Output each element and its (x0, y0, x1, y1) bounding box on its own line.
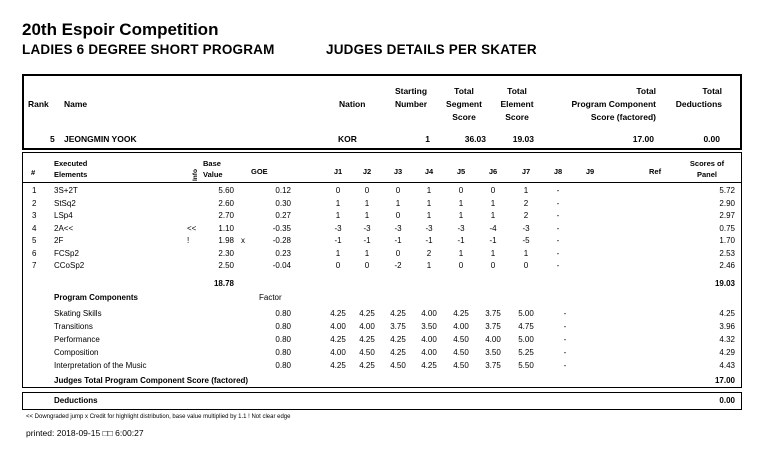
component-factor: 0.80 (275, 322, 291, 331)
judge-mark: 1 (426, 186, 432, 195)
judge-mark: 0 (335, 261, 341, 270)
judge-mark: 1 (490, 211, 496, 220)
judge-header: J1 (333, 167, 343, 176)
judge-mark: -3 (334, 223, 342, 233)
scores-of-panel-header: Scores of Panel (689, 159, 725, 179)
judge-mark: 1 (490, 248, 496, 258)
judge-mark: 4.00 (421, 335, 437, 344)
judge-mark: - (563, 309, 567, 318)
judge-header: J7 (521, 167, 531, 176)
judge-mark: 1 (426, 211, 432, 220)
element-name: CCoSp2 (54, 261, 85, 270)
judge-mark: 3.75 (485, 309, 501, 318)
element-row (23, 224, 741, 234)
deductions-header: Total Deductions (675, 86, 722, 109)
element-base-value: 2.30 (218, 248, 234, 258)
element-name: FCSp2 (54, 248, 79, 258)
elements-score-total: 19.03 (714, 279, 735, 288)
segment-title: LADIES 6 DEGREE SHORT PROGRAM (22, 42, 275, 57)
base-value-header: Base Value (203, 159, 223, 179)
judge-mark: 1 (335, 211, 341, 220)
component-panel-score: 3.96 (719, 322, 735, 331)
element-row (23, 199, 741, 209)
judge-mark: -1 (457, 236, 465, 245)
element-number: 7 (32, 261, 37, 270)
judge-header: J8 (553, 167, 563, 176)
judge-mark: -1 (489, 236, 497, 245)
judge-mark: - (556, 236, 560, 245)
judge-mark: 4.00 (485, 335, 501, 344)
judge-mark: 0 (523, 261, 529, 270)
judge-header: J9 (585, 167, 595, 176)
judge-mark: 0 (490, 261, 496, 270)
element-goe: -0.28 (272, 236, 291, 245)
component-factor: 0.80 (275, 348, 291, 357)
judge-mark: -5 (522, 236, 530, 245)
judge-mark: 4.00 (453, 322, 469, 331)
judge-mark: -1 (425, 236, 433, 245)
judge-mark: 3.75 (390, 322, 406, 331)
judge-mark: -1 (334, 236, 342, 245)
element-goe: 0.27 (275, 211, 291, 220)
judge-mark: 4.25 (453, 309, 469, 318)
judge-mark: 0 (395, 248, 401, 258)
judge-mark: 4.50 (390, 361, 406, 370)
element-base-value: 2.60 (218, 198, 234, 208)
judge-mark: 1 (458, 198, 464, 208)
skater-tss: 36.03 (464, 134, 486, 144)
component-name: Composition (54, 348, 99, 357)
info-header: Info (192, 169, 199, 181)
judge-mark: - (556, 186, 560, 195)
judge-mark: 4.25 (330, 335, 346, 344)
judge-header: J6 (488, 167, 498, 176)
element-base-value: 2.50 (218, 261, 234, 270)
program-components-label: Program Components (54, 293, 139, 302)
skater-deductions: 0.00 (703, 134, 720, 144)
judge-header: J3 (393, 167, 403, 176)
judge-mark: 4.25 (390, 348, 406, 357)
event-title: 20th Espoir Competition (22, 20, 219, 39)
element-row (23, 211, 741, 221)
component-factor: 0.80 (275, 361, 291, 370)
judge-mark: 4.25 (330, 361, 346, 370)
element-name: LSp4 (54, 211, 73, 220)
judge-mark: 0 (458, 186, 464, 195)
element-name: 2F (54, 236, 64, 245)
skater-summary-box (22, 74, 742, 150)
judge-mark: 3.50 (421, 322, 437, 331)
skater-pcs: 17.00 (632, 134, 654, 144)
tes-header: Total Element Score (500, 86, 534, 122)
component-row (23, 309, 741, 319)
judge-mark: 0 (490, 186, 496, 195)
element-name: 3S+2T (54, 186, 78, 195)
judge-mark: 4.50 (453, 348, 469, 357)
elements-total-row (23, 279, 741, 289)
element-row (23, 236, 741, 246)
judge-mark: -2 (394, 261, 402, 270)
judge-mark: 4.50 (453, 361, 469, 370)
element-panel-score: 5.72 (719, 186, 735, 195)
element-number: 5 (32, 236, 37, 245)
judge-mark: 1 (490, 198, 496, 208)
judge-mark: -3 (425, 223, 433, 233)
judge-mark: 4.00 (421, 348, 437, 357)
num-header: # (31, 168, 36, 177)
skater-rank: 5 (50, 134, 55, 144)
element-row (23, 186, 741, 196)
judge-mark: - (556, 261, 560, 270)
judge-header: J4 (424, 167, 434, 176)
judge-mark: - (563, 322, 567, 331)
judge-mark: 2 (426, 248, 432, 258)
nation-header: Nation (339, 99, 366, 109)
printed-timestamp: printed: 2018-09-15 □□ 6:00:27 (26, 428, 144, 438)
judge-mark: 1 (335, 248, 341, 258)
tss-header: Total Segment Score (446, 86, 482, 122)
judge-mark: 2 (523, 211, 529, 220)
footnote: << Downgraded jump x Credit for highlight distribution, base value multiplied by 1.1 ! Not clear edge (26, 414, 291, 420)
element-base-value: 2.70 (218, 211, 234, 220)
element-panel-score: 2.90 (719, 198, 735, 208)
factor-header: Factor (259, 293, 282, 302)
component-factor: 0.80 (275, 309, 291, 318)
element-goe: 0.30 (275, 198, 291, 208)
component-panel-score: 4.32 (719, 335, 735, 344)
judge-mark: 4.50 (359, 348, 375, 357)
component-name: Transitions (54, 322, 93, 331)
elements-base-total: 18.78 (213, 279, 234, 288)
judge-mark: - (563, 348, 567, 357)
judge-mark: 5.00 (518, 335, 534, 344)
judge-mark: 2 (523, 198, 529, 208)
name-header: Name (64, 99, 88, 109)
element-bonus-mark: x (241, 236, 245, 245)
components-total-row (23, 376, 741, 386)
element-number: 3 (32, 211, 37, 220)
judge-mark: 0 (364, 261, 370, 270)
judge-mark: 3.75 (485, 361, 501, 370)
judge-mark: 1 (523, 186, 529, 195)
judge-mark: 0 (395, 211, 401, 220)
component-row (23, 322, 741, 332)
judge-mark: -1 (363, 236, 371, 245)
element-goe: 0.12 (275, 186, 291, 195)
element-number: 4 (32, 223, 37, 233)
element-goe: -0.35 (272, 223, 291, 233)
judge-mark: 3.75 (485, 322, 501, 331)
component-panel-score: 4.25 (719, 309, 735, 318)
deductions-box (22, 392, 742, 410)
goe-header: GOE (251, 167, 268, 176)
judge-mark: -4 (489, 223, 497, 233)
judge-mark: 0 (395, 186, 401, 195)
judge-mark: - (563, 361, 567, 370)
skater-name: JEONGMIN YOOK (64, 134, 137, 144)
judge-mark: 1 (523, 248, 529, 258)
components-total-score: 17.00 (714, 376, 735, 385)
element-goe: -0.04 (272, 261, 291, 270)
element-row (23, 249, 741, 259)
component-row (23, 335, 741, 345)
judge-mark: 4.00 (421, 309, 437, 318)
deductions-label: Deductions (54, 396, 98, 405)
component-panel-score: 4.29 (719, 348, 735, 357)
judge-mark: 3.50 (485, 348, 501, 357)
judge-mark: 0 (364, 186, 370, 195)
judge-mark: - (556, 211, 560, 220)
element-row (23, 261, 741, 271)
component-panel-score: 4.43 (719, 361, 735, 370)
element-goe: 0.23 (275, 248, 291, 258)
element-info: << (187, 223, 197, 233)
component-name: Skating Skills (54, 309, 102, 318)
judge-mark: 1 (335, 198, 341, 208)
judge-mark: 4.00 (330, 322, 346, 331)
judge-mark: 4.25 (390, 335, 406, 344)
judge-mark: -3 (457, 223, 465, 233)
judge-mark: -3 (394, 223, 402, 233)
components-total-label: Judges Total Program Component Score (factored) (54, 376, 249, 385)
judge-mark: 4.00 (359, 322, 375, 331)
judge-mark: 5.25 (518, 348, 534, 357)
judge-mark: 5.00 (518, 309, 534, 318)
judge-mark: -1 (394, 236, 402, 245)
element-panel-score: 1.70 (719, 236, 735, 245)
element-number: 1 (32, 186, 37, 195)
skater-nation: KOR (338, 134, 357, 144)
component-factor: 0.80 (275, 335, 291, 344)
executed-elements-header: Executed Elements (54, 159, 88, 179)
components-header-row (23, 293, 741, 303)
judge-mark: 1 (458, 211, 464, 220)
element-panel-score: 0.75 (719, 223, 735, 233)
element-panel-score: 2.97 (719, 211, 735, 220)
element-number: 6 (32, 248, 37, 258)
starting-number-header: Starting Number (394, 86, 428, 109)
judge-mark: 4.25 (330, 309, 346, 318)
judge-mark: 4.25 (421, 361, 437, 370)
skater-starting-number: 1 (425, 134, 430, 144)
judge-mark: 0 (335, 186, 341, 195)
deductions-score: 0.00 (719, 396, 735, 405)
judge-mark: 1 (364, 198, 370, 208)
judge-mark: - (556, 198, 560, 208)
judge-mark: 4.00 (330, 348, 346, 357)
pcs-header: Total Program Component Score (factored) (571, 86, 656, 122)
judge-mark: 5.50 (518, 361, 534, 370)
element-base-value: 1.10 (218, 223, 234, 233)
judge-mark: 1 (458, 248, 464, 258)
judge-mark: -3 (363, 223, 371, 233)
judge-header: J5 (456, 167, 466, 176)
component-row (23, 348, 741, 358)
element-name: 2A<< (54, 223, 74, 233)
judge-mark: 4.25 (359, 309, 375, 318)
judge-mark: - (556, 248, 560, 258)
rank-header: Rank (28, 99, 49, 109)
judge-mark: 4.50 (453, 335, 469, 344)
judge-header: J2 (362, 167, 372, 176)
judge-mark: 1 (426, 261, 432, 270)
component-name: Performance (54, 335, 100, 344)
element-name: StSq2 (54, 198, 76, 208)
judge-mark: -3 (522, 223, 530, 233)
ref-header: Ref (649, 167, 662, 176)
report-title: JUDGES DETAILS PER SKATER (326, 42, 537, 57)
skater-tes: 19.03 (512, 134, 534, 144)
judge-mark: 4.75 (518, 322, 534, 331)
judge-mark: 4.25 (359, 361, 375, 370)
element-panel-score: 2.46 (719, 261, 735, 270)
judge-mark: 1 (364, 211, 370, 220)
judge-mark: 1 (426, 198, 432, 208)
judge-mark: 0 (458, 261, 464, 270)
judge-mark: 4.25 (390, 309, 406, 318)
component-row (23, 361, 741, 371)
element-info: ! (187, 236, 190, 245)
element-panel-score: 2.53 (719, 248, 735, 258)
element-base-value: 1.98 (218, 236, 234, 245)
judge-mark: - (556, 223, 560, 233)
judges-details-box (22, 152, 742, 388)
judge-mark: 1 (395, 198, 401, 208)
element-number: 2 (32, 198, 37, 208)
judge-mark: 4.25 (359, 335, 375, 344)
judge-mark: 1 (364, 248, 370, 258)
judge-mark: - (563, 335, 567, 344)
component-name: Interpretation of the Music (54, 361, 147, 370)
element-base-value: 5.60 (218, 186, 234, 195)
